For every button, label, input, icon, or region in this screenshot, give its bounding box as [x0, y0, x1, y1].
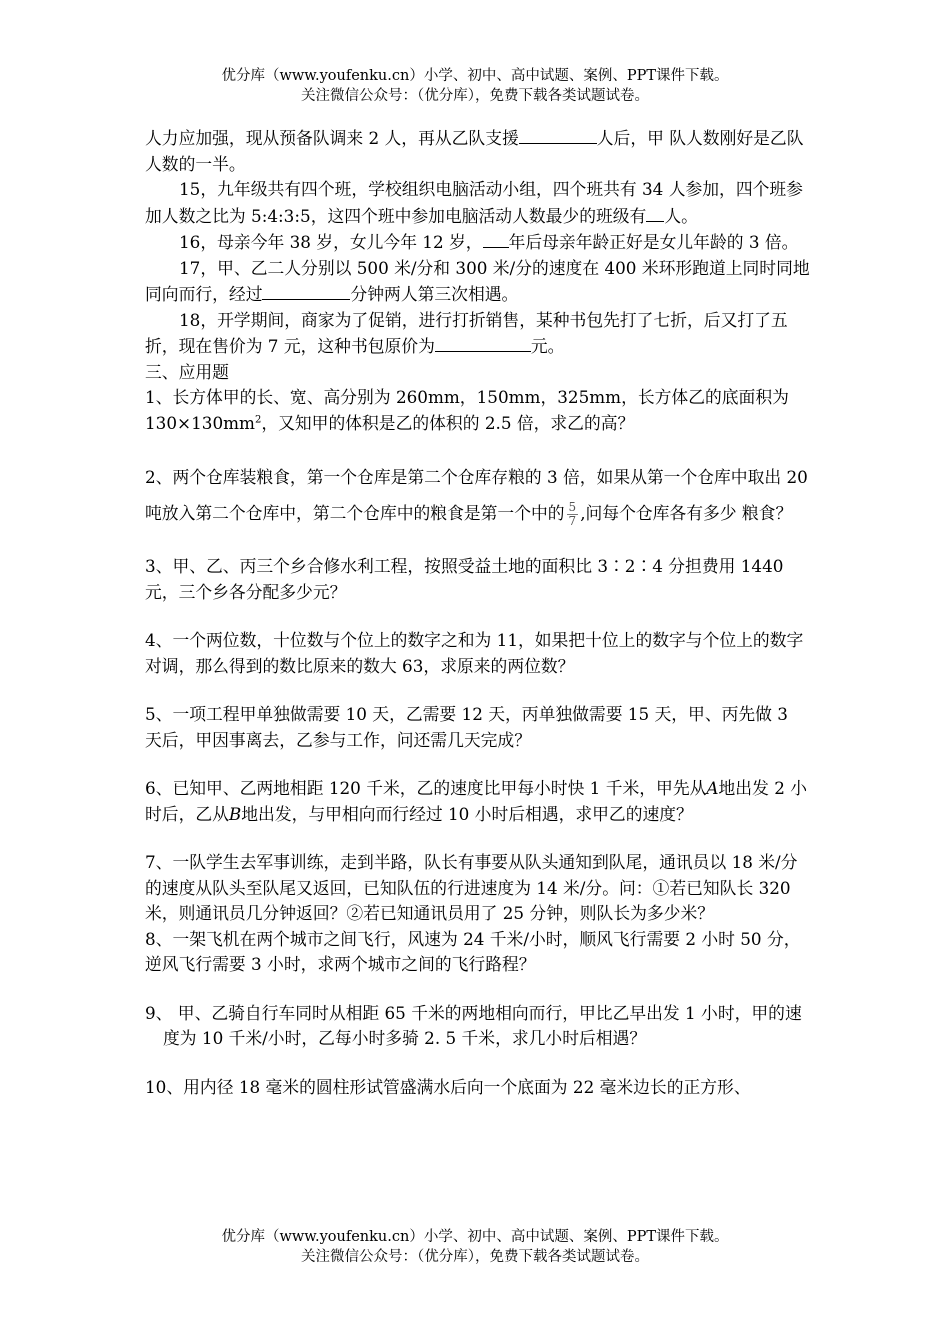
question-18: 18，开学期间，商家为了促销，进行打折销售，某种书包先打了七折，后又打了五折，现在售价为 7 元，这种书包原价为 元。 — [145, 309, 788, 356]
fraction: $\frac{5}{7}$ — [568, 500, 577, 528]
footer-line-1: 优分库（www.youfenku.cn）小学、初中、高中试题、案例、PPT课件下载。 — [221, 1229, 729, 1245]
problem-2: 2、两个仓库装粮食，第一个仓库是第二个仓库存粮的 3 倍，如果从第一个仓库中取出 20 吨放入第二个仓库中，第二个仓库中的粮食是第一个中的 $\frac{5}{7}$ ,问每个仓库各有多少 粮食？ — [145, 467, 808, 528]
document-body — [145, 125, 810, 1100]
problem-8: 8、一架飞机在两个城市之间飞行，风速为 24 千米/小时，顺风飞行需要 2 小时 50 分，逆风飞行需要 3 小时，求两个城市之间的飞行路程？ — [145, 928, 801, 974]
footer-line-2: 关注微信公众号：（优分库），免费下载各类试题试卷。 — [301, 1249, 649, 1265]
problem-4: 4、一个两位数，十位数与个位上的数字之和为 11，如果把十位上的数字与个位上的数字对调，那么得到的数比原来的数大 63，求原来的两位数？ — [145, 630, 804, 676]
page-header — [0, 66, 950, 106]
question-15: 15，九年级共有四个班，学校组织电脑活动小组，四个班共有 34 人参加，四个班参加人数之比为 5:4:3:5，这四个班中参加电脑活动人数最少的班级有 人。 — [145, 179, 803, 226]
answer-blank — [483, 229, 509, 248]
problem-6: 6、已知甲、乙两地相距 120 千米，乙的速度比甲每小时快 1 千米，甲先从A地出发 2 小时后，乙从B地出发，与甲相向而行经过 10 小时后相遇，求甲乙的速度？ — [145, 778, 807, 824]
answer-blank — [519, 125, 597, 144]
problem-9: 9、 甲、乙骑自行车同时从相距 65 千米的两地相向而行，甲比乙早出发 1 小时，甲的速度为 10 千米/小时，乙每小时多骑 2. 5 千米，求几小时后相遇？ — [145, 1002, 802, 1048]
answer-blank — [435, 333, 531, 352]
q14-continuation: 人力应加强，现从预备队调来 2 人，再从乙队支援 人后，甲 队人数刚好是乙队人数的一半。 — [145, 125, 810, 177]
section-3-title: 三、应用题 — [145, 361, 229, 382]
question-16: 16，母亲今年 38 岁，女儿今年 12 岁， 年后母亲年龄正好是女儿年龄的 3 倍。 — [145, 229, 810, 256]
answer-blank — [262, 281, 350, 300]
question-17: 17，甲、乙二人分别以 500 米/分和 300 米/分的速度在 400 米环形跑道上同时同地同向而行，经过 分钟两人第三次相遇。 — [145, 257, 810, 304]
problem-5: 5、一项工程甲单独做需要 10 天，乙需要 12 天，丙单独做需要 15 天，甲、丙先做 3 天后，甲因事离去，乙参与工作，问还需几天完成？ — [145, 704, 788, 750]
header-line-2: 关注微信公众号：（优分库），免费下载各类试题试卷。 — [301, 88, 649, 104]
problem-7: 7、一队学生去军事训练，走到半路，队长有事要从队头通知到队尾，通讯员以 18 米/分的速度从队头至队尾又返回，已知队伍的行进速度为 14 米/分。问：①若已知队长 320 米，则通讯员几分钟返回？②若已知通讯员用了 25 分钟，则队长为多少米？ — [145, 852, 798, 923]
problem-3: 3、甲、乙、丙三个乡合修水利工程，按照受益土地的面积比 3∶2∶4 分担费用 1440 元，三个乡各分配多少元？ — [145, 556, 784, 602]
header-line-1: 优分库（www.youfenku.cn）小学、初中、高中试题、案例、PPT课件下载。 — [221, 68, 729, 84]
page-footer — [0, 1227, 950, 1267]
problem-1: 1、长方体甲的长、宽、高分别为 260mm，150mm，325mm，长方体乙的底面积为 $130\times 130mm^2$，又知甲的体积是乙的体积的 2.5 倍，求乙的高？ — [145, 387, 789, 433]
answer-blank — [646, 203, 664, 222]
problem-10: 10、用内径 18 毫米的圆柱形试管盛满水后向一个底面为 22 毫米边长的正方形、 — [145, 1076, 751, 1097]
